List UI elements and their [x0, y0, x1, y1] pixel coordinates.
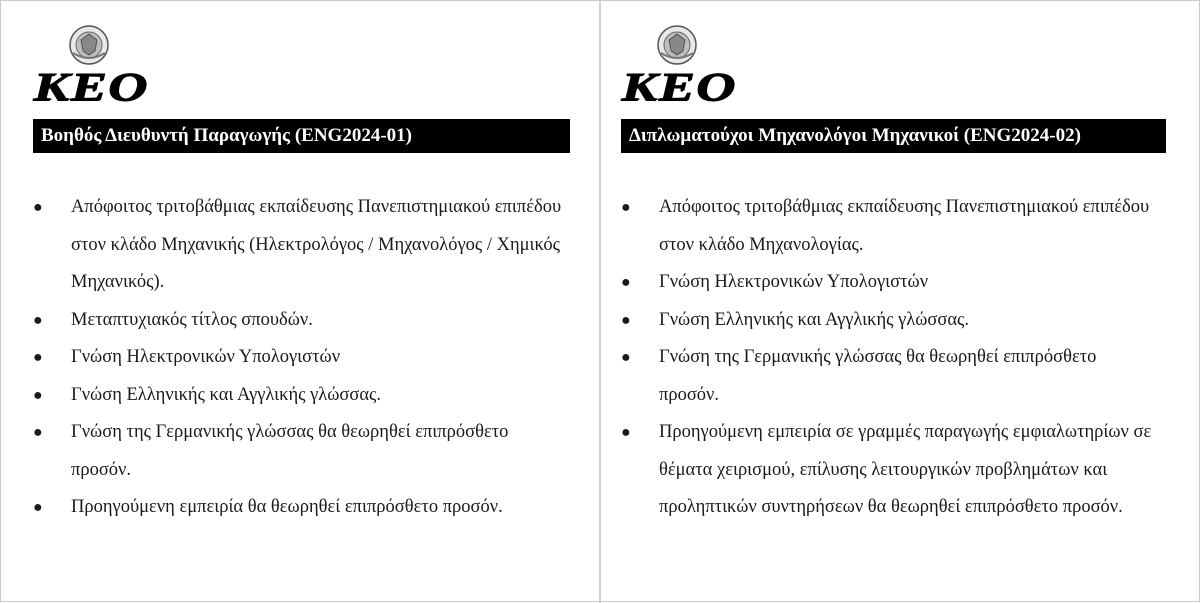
- brand-wordmark: KEO: [33, 64, 149, 109]
- list-item: ● Γνώση Ηλεκτρονικών Υπολογιστών: [621, 264, 1161, 302]
- list-item: ● Γνώση Ελληνικής και Αγγλικής γλώσσας.: [621, 302, 1161, 340]
- list-item: ● Απόφοιτος τριτοβάθμιας εκπαίδευσης Πανεπιστημιακού επιπέδου στον κλάδο Μηχανικής (Ηλεκτρολόγος / Μηχανολόγος / Χημικός Μηχανικός).: [33, 189, 573, 302]
- bullet-icon: ●: [33, 424, 43, 441]
- job-panel-1: [33, 1, 593, 601]
- list-item: ● Γνώση της Γερμανικής γλώσσας θα θεωρηθεί επιπρόσθετο προσόν.: [33, 414, 573, 489]
- list-item: ● Προηγούμενη εμπειρία σε γραμμές παραγωγής εμφιαλωτηρίων σε θέματα χειρισμού, επίλυσης λειτουργικών προβλημάτων και προληπτικών συντηρήσεων θα θεωρηθεί επιπρόσθετο προσόν.: [621, 414, 1161, 527]
- panel-divider: [599, 1, 601, 603]
- job-title: Βοηθός Διευθυντή Παραγωγής (ENG2024-01): [33, 119, 570, 153]
- list-item: ● Μεταπτυχιακός τίτλος σπουδών.: [33, 302, 573, 340]
- list-item: ● Απόφοιτος τριτοβάθμιας εκπαίδευσης Πανεπιστημιακού επιπέδου στον κλάδο Μηχανολογίας.: [621, 189, 1161, 264]
- bullet-icon: ●: [621, 424, 631, 441]
- bullet-icon: ●: [33, 499, 43, 516]
- crest-icon: [655, 23, 699, 67]
- list-item: ● Προηγούμενη εμπειρία θα θεωρηθεί επιπρόσθετο προσόν.: [33, 489, 573, 527]
- bullet-icon: ●: [621, 199, 631, 216]
- crest-icon: [67, 23, 111, 67]
- keo-logo: [33, 1, 593, 109]
- list-item: ● Γνώση Ηλεκτρονικών Υπολογιστών: [33, 339, 573, 377]
- bullet-icon: ●: [621, 311, 631, 329]
- bullet-icon: ●: [33, 349, 43, 366]
- bullet-icon: ●: [33, 199, 43, 216]
- brand-wordmark: KEO: [621, 64, 737, 109]
- bullet-icon: ●: [33, 311, 43, 329]
- bullet-icon: ●: [621, 349, 631, 366]
- list-item: ● Γνώση Ελληνικής και Αγγλικής γλώσσας.: [33, 377, 573, 415]
- keo-logo: [621, 1, 1181, 109]
- bullet-icon: ●: [33, 386, 43, 404]
- list-item: ● Γνώση της Γερμανικής γλώσσας θα θεωρηθεί επιπρόσθετο προσόν.: [621, 339, 1161, 414]
- requirements-list: [33, 189, 573, 527]
- job-title: Διπλωματούχοι Μηχανολόγοι Μηχανικοί (ENG2024-02): [621, 119, 1166, 153]
- bullet-icon: ●: [621, 274, 631, 291]
- requirements-list: [621, 189, 1161, 527]
- job-panel-2: [621, 1, 1181, 601]
